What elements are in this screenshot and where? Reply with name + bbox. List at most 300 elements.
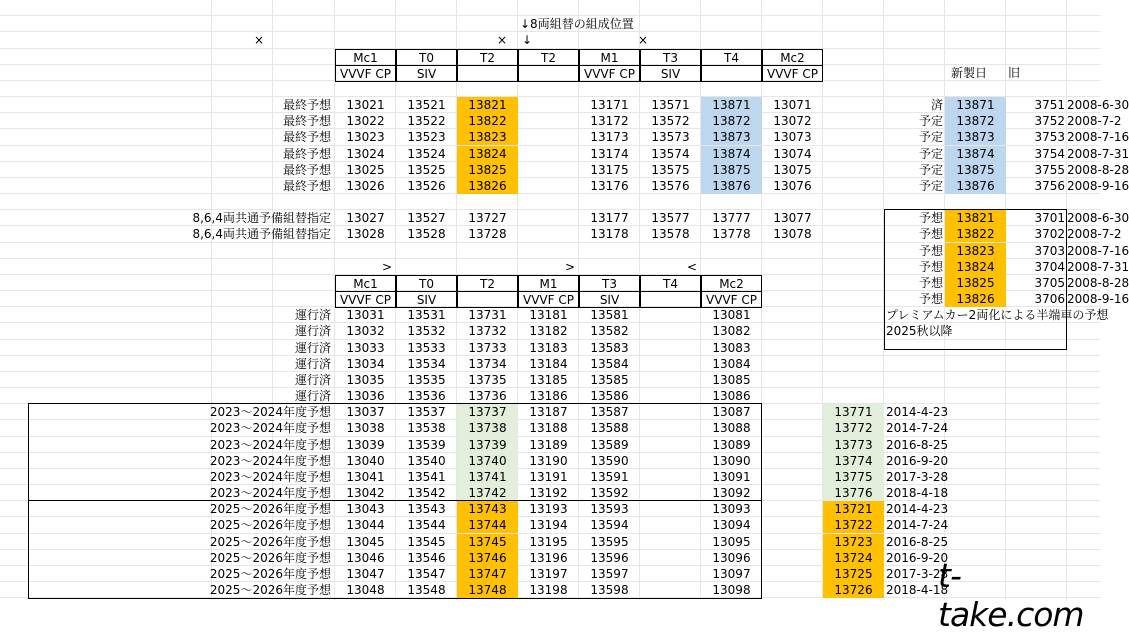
car-number-cell[interactable]: 13531 bbox=[407, 308, 446, 322]
car-number-cell[interactable]: 13195 bbox=[529, 535, 568, 549]
car-number-cell[interactable]: 13037 bbox=[346, 405, 385, 419]
car-number-cell[interactable]: 13544 bbox=[407, 518, 446, 532]
car-number-cell[interactable]: 13188 bbox=[529, 421, 568, 435]
car-number-cell[interactable]: 13575 bbox=[651, 163, 690, 177]
car-number-cell[interactable]: 13524 bbox=[407, 147, 446, 161]
car-number-cell[interactable]: 13824 bbox=[945, 259, 1006, 275]
car-number-cell[interactable]: 13597 bbox=[590, 567, 629, 581]
car-number-cell[interactable]: 13047 bbox=[346, 567, 385, 581]
car-number-cell[interactable] bbox=[640, 323, 701, 339]
car-number-cell[interactable]: 13536 bbox=[407, 389, 446, 403]
status-cell[interactable]: 予想 bbox=[918, 227, 943, 241]
row-label[interactable]: 最終予想 bbox=[282, 130, 331, 144]
car-number-cell[interactable] bbox=[640, 566, 701, 582]
car-number-cell[interactable]: 13742 bbox=[457, 485, 518, 501]
row-label[interactable]: 運行済 bbox=[294, 324, 331, 338]
side-car-cell[interactable]: 13771 bbox=[823, 404, 884, 420]
car-number-cell[interactable]: 13089 bbox=[712, 438, 751, 452]
car-number-cell[interactable]: 13184 bbox=[529, 357, 568, 371]
car-number-cell[interactable]: 13094 bbox=[712, 518, 751, 532]
side-car-cell[interactable]: 13776 bbox=[823, 485, 884, 501]
car-number-cell[interactable]: 13547 bbox=[407, 567, 446, 581]
direction-mark[interactable]: < bbox=[687, 260, 698, 274]
car-number-cell[interactable]: 13038 bbox=[346, 421, 385, 435]
row-label[interactable]: 運行済 bbox=[294, 341, 331, 355]
car-number-cell[interactable]: 13873 bbox=[945, 129, 1006, 145]
car-number-cell[interactable]: 13539 bbox=[407, 438, 446, 452]
equipment-header[interactable] bbox=[457, 291, 518, 308]
car-number-cell[interactable]: 13092 bbox=[712, 486, 751, 500]
old-number-cell[interactable]: 3706 bbox=[1034, 292, 1065, 306]
side-car-cell[interactable]: 13774 bbox=[823, 453, 884, 469]
car-number-cell[interactable]: 13871 bbox=[945, 97, 1006, 113]
car-type-header[interactable]: T2 bbox=[457, 49, 518, 66]
car-number-cell[interactable]: 13022 bbox=[346, 114, 385, 128]
car-number-cell[interactable]: 13083 bbox=[712, 341, 751, 355]
car-number-cell[interactable] bbox=[640, 307, 701, 323]
car-number-cell[interactable]: 13096 bbox=[712, 551, 751, 565]
car-number-cell[interactable]: 13183 bbox=[529, 341, 568, 355]
car-number-cell[interactable]: 13088 bbox=[712, 421, 751, 435]
spare-car-cell[interactable]: 13778 bbox=[712, 227, 751, 241]
equipment-header[interactable]: VVVF CP bbox=[518, 291, 579, 308]
status-cell[interactable]: 予定 bbox=[918, 163, 943, 177]
car-number-cell[interactable]: 13098 bbox=[712, 583, 751, 597]
car-number-cell[interactable]: 13073 bbox=[773, 130, 812, 144]
old-number-cell[interactable]: 3701 bbox=[1034, 211, 1065, 225]
car-number-cell[interactable]: 13872 bbox=[945, 113, 1006, 129]
old-number-cell[interactable]: 3702 bbox=[1034, 227, 1065, 241]
car-type-header[interactable]: M1 bbox=[579, 49, 640, 66]
build-date-cell[interactable]: 2008-7-31 bbox=[1067, 260, 1129, 274]
old-number-cell[interactable]: 3754 bbox=[1034, 147, 1065, 161]
car-number-cell[interactable]: 13523 bbox=[407, 130, 446, 144]
car-number-cell[interactable]: 13876 bbox=[945, 178, 1006, 194]
car-number-cell[interactable]: 13521 bbox=[407, 98, 446, 112]
status-cell[interactable]: 予定 bbox=[918, 147, 943, 161]
car-number-cell[interactable]: 13095 bbox=[712, 535, 751, 549]
car-number-cell[interactable]: 13048 bbox=[346, 583, 385, 597]
car-number-cell[interactable] bbox=[640, 582, 701, 598]
car-number-cell[interactable]: 13039 bbox=[346, 438, 385, 452]
car-number-cell[interactable]: 13090 bbox=[712, 454, 751, 468]
row-label[interactable]: 最終予想 bbox=[282, 114, 331, 128]
car-number-cell[interactable]: 13584 bbox=[590, 357, 629, 371]
car-type-header[interactable]: Mc1 bbox=[335, 275, 396, 292]
status-cell[interactable]: 予想 bbox=[918, 260, 943, 274]
car-type-header[interactable]: T0 bbox=[396, 49, 457, 66]
car-type-header[interactable]: Mc2 bbox=[701, 275, 762, 292]
car-number-cell[interactable]: 13173 bbox=[590, 130, 629, 144]
row-label[interactable]: 2023～2024年度予想 bbox=[209, 486, 331, 500]
status-cell[interactable]: 予定 bbox=[918, 179, 943, 193]
build-date-cell[interactable]: 2008-6-30 bbox=[1067, 211, 1129, 225]
spare-car-cell[interactable]: 13728 bbox=[468, 227, 507, 241]
car-type-header[interactable]: T0 bbox=[396, 275, 457, 292]
car-type-header[interactable]: T4 bbox=[640, 275, 701, 292]
car-number-cell[interactable]: 13074 bbox=[773, 147, 812, 161]
car-number-cell[interactable]: 13748 bbox=[457, 582, 518, 598]
build-date-cell[interactable]: 2008-9-16 bbox=[1067, 292, 1129, 306]
car-number-cell[interactable]: 13046 bbox=[346, 551, 385, 565]
spare-car-cell[interactable]: 13078 bbox=[773, 227, 812, 241]
car-number-cell[interactable]: 13741 bbox=[457, 469, 518, 485]
car-number-cell[interactable] bbox=[640, 501, 701, 517]
equipment-header[interactable] bbox=[701, 65, 762, 82]
car-number-cell[interactable]: 13190 bbox=[529, 454, 568, 468]
car-number-cell[interactable] bbox=[640, 485, 701, 501]
old-number-cell[interactable]: 3753 bbox=[1034, 130, 1065, 144]
car-number-cell[interactable]: 13736 bbox=[468, 389, 507, 403]
spare-car-cell[interactable]: 13528 bbox=[407, 227, 446, 241]
car-type-header[interactable]: T2 bbox=[518, 49, 579, 66]
car-number-cell[interactable]: 13872 bbox=[701, 113, 762, 129]
car-number-cell[interactable]: 13588 bbox=[590, 421, 629, 435]
row-label[interactable]: 2023～2024年度予想 bbox=[209, 438, 331, 452]
car-number-cell[interactable]: 13534 bbox=[407, 357, 446, 371]
status-cell[interactable]: 予定 bbox=[918, 130, 943, 144]
car-number-cell[interactable]: 13537 bbox=[407, 405, 446, 419]
car-number-cell[interactable]: 13538 bbox=[407, 421, 446, 435]
car-number-cell[interactable]: 13743 bbox=[457, 501, 518, 517]
car-number-cell[interactable]: 13875 bbox=[701, 162, 762, 178]
row-label[interactable]: 運行済 bbox=[294, 308, 331, 322]
car-number-cell[interactable]: 13171 bbox=[590, 98, 629, 112]
cross-mark[interactable]: × bbox=[254, 33, 265, 47]
car-number-cell[interactable]: 13546 bbox=[407, 551, 446, 565]
side-date-cell[interactable]: 2016-8-25 bbox=[886, 438, 949, 452]
spare-car-cell[interactable]: 13727 bbox=[468, 211, 507, 225]
car-number-cell[interactable] bbox=[640, 437, 701, 453]
car-number-cell[interactable]: 13737 bbox=[457, 404, 518, 420]
car-number-cell[interactable]: 13031 bbox=[346, 308, 385, 322]
spare-car-cell[interactable]: 13077 bbox=[773, 211, 812, 225]
side-date-cell[interactable]: 2016-9-20 bbox=[886, 551, 949, 565]
row-label[interactable]: 2023～2024年度予想 bbox=[209, 470, 331, 484]
spare-car-cell[interactable]: 13027 bbox=[346, 211, 385, 225]
car-number-cell[interactable]: 13541 bbox=[407, 470, 446, 484]
row-label[interactable]: 2025～2026年度予想 bbox=[209, 567, 331, 581]
row-label[interactable]: 2025～2026年度予想 bbox=[209, 583, 331, 597]
car-number-cell[interactable]: 13545 bbox=[407, 535, 446, 549]
build-date-cell[interactable]: 2008-7-16 bbox=[1067, 130, 1129, 144]
car-number-cell[interactable]: 13191 bbox=[529, 470, 568, 484]
car-number-cell[interactable]: 13731 bbox=[468, 308, 507, 322]
equipment-header[interactable]: SIV bbox=[396, 291, 457, 308]
old-number-cell[interactable]: 3705 bbox=[1034, 276, 1065, 290]
car-number-cell[interactable]: 13186 bbox=[529, 389, 568, 403]
side-car-cell[interactable]: 13724 bbox=[823, 550, 884, 566]
car-number-cell[interactable]: 13591 bbox=[590, 470, 629, 484]
car-type-header[interactable]: M1 bbox=[518, 275, 579, 292]
row-label[interactable]: 最終予想 bbox=[282, 163, 331, 177]
car-number-cell[interactable]: 13093 bbox=[712, 502, 751, 516]
status-cell[interactable]: 予想 bbox=[918, 244, 943, 258]
composition-note[interactable]: ↓8両組替の組成位置 bbox=[520, 17, 634, 31]
car-number-cell[interactable]: 13822 bbox=[457, 113, 518, 129]
car-number-cell[interactable]: 13023 bbox=[346, 130, 385, 144]
spare-row-label[interactable]: 8,6,4両共通予備組替指定 bbox=[192, 211, 331, 225]
side-date-cell[interactable]: 2014-4-23 bbox=[886, 502, 949, 516]
car-type-header[interactable]: T3 bbox=[640, 49, 701, 66]
car-number-cell[interactable]: 13533 bbox=[407, 341, 446, 355]
car-number-cell[interactable]: 13822 bbox=[945, 226, 1006, 242]
spare-car-cell[interactable]: 13777 bbox=[712, 211, 751, 225]
row-label[interactable]: 2025～2026年度予想 bbox=[209, 551, 331, 565]
car-number-cell[interactable] bbox=[640, 469, 701, 485]
car-number-cell[interactable]: 13823 bbox=[945, 243, 1006, 259]
car-number-cell[interactable]: 13821 bbox=[945, 210, 1006, 226]
car-number-cell[interactable] bbox=[518, 129, 579, 145]
car-number-cell[interactable]: 13196 bbox=[529, 551, 568, 565]
car-number-cell[interactable]: 13181 bbox=[529, 308, 568, 322]
car-number-cell[interactable]: 13021 bbox=[346, 98, 385, 112]
car-number-cell[interactable]: 13592 bbox=[590, 486, 629, 500]
car-number-cell[interactable]: 13733 bbox=[468, 341, 507, 355]
old-number-header[interactable]: 旧 bbox=[1008, 66, 1021, 80]
car-number-cell[interactable] bbox=[640, 404, 701, 420]
side-date-cell[interactable]: 2018-4-18 bbox=[886, 486, 949, 500]
car-number-cell[interactable]: 13525 bbox=[407, 163, 446, 177]
equipment-header[interactable]: VVVF CP bbox=[335, 291, 396, 308]
car-number-cell[interactable]: 13192 bbox=[529, 486, 568, 500]
car-number-cell[interactable]: 13596 bbox=[590, 551, 629, 565]
car-number-cell[interactable]: 13586 bbox=[590, 389, 629, 403]
car-number-cell[interactable] bbox=[640, 372, 701, 388]
car-number-cell[interactable]: 13024 bbox=[346, 147, 385, 161]
equipment-header[interactable]: VVVF CP bbox=[579, 65, 640, 82]
car-number-cell[interactable]: 13598 bbox=[590, 583, 629, 597]
car-number-cell[interactable] bbox=[640, 340, 701, 356]
status-cell[interactable]: 予想 bbox=[918, 211, 943, 225]
status-cell[interactable]: 済 bbox=[930, 98, 943, 112]
car-number-cell[interactable]: 13085 bbox=[712, 373, 751, 387]
equipment-header[interactable]: VVVF CP bbox=[335, 65, 396, 82]
status-cell[interactable]: 予想 bbox=[918, 292, 943, 306]
car-number-cell[interactable] bbox=[518, 162, 579, 178]
car-number-cell[interactable]: 13574 bbox=[651, 147, 690, 161]
car-number-cell[interactable]: 13576 bbox=[651, 179, 690, 193]
car-number-cell[interactable]: 13025 bbox=[346, 163, 385, 177]
car-number-cell[interactable]: 13045 bbox=[346, 535, 385, 549]
car-number-cell[interactable]: 13084 bbox=[712, 357, 751, 371]
side-car-cell[interactable]: 13726 bbox=[823, 582, 884, 598]
car-number-cell[interactable]: 13874 bbox=[945, 146, 1006, 162]
status-cell[interactable]: 予定 bbox=[918, 114, 943, 128]
side-car-cell[interactable]: 13722 bbox=[823, 517, 884, 533]
side-date-cell[interactable]: 2014-7-24 bbox=[886, 421, 949, 435]
car-type-header[interactable]: Mc2 bbox=[762, 49, 823, 66]
car-number-cell[interactable]: 13824 bbox=[457, 146, 518, 162]
build-date-cell[interactable]: 2008-7-2 bbox=[1067, 114, 1122, 128]
car-type-header[interactable]: Mc1 bbox=[335, 49, 396, 66]
car-number-cell[interactable]: 13526 bbox=[407, 179, 446, 193]
car-number-cell[interactable]: 13187 bbox=[529, 405, 568, 419]
spare-car-cell[interactable]: 13177 bbox=[590, 211, 629, 225]
car-number-cell[interactable]: 13873 bbox=[701, 129, 762, 145]
car-number-cell[interactable]: 13172 bbox=[590, 114, 629, 128]
car-number-cell[interactable]: 13747 bbox=[457, 566, 518, 582]
car-number-cell[interactable]: 13734 bbox=[468, 357, 507, 371]
car-number-cell[interactable]: 13189 bbox=[529, 438, 568, 452]
car-number-cell[interactable]: 13026 bbox=[346, 179, 385, 193]
equipment-header[interactable]: SIV bbox=[579, 291, 640, 308]
old-number-cell[interactable]: 3752 bbox=[1034, 114, 1065, 128]
car-number-cell[interactable]: 13548 bbox=[407, 583, 446, 597]
side-car-cell[interactable]: 13775 bbox=[823, 469, 884, 485]
spare-car-cell[interactable]: 13028 bbox=[346, 227, 385, 241]
car-number-cell[interactable]: 13040 bbox=[346, 454, 385, 468]
car-number-cell[interactable]: 13185 bbox=[529, 373, 568, 387]
equipment-header[interactable]: VVVF CP bbox=[762, 65, 823, 82]
car-number-cell[interactable]: 13587 bbox=[590, 405, 629, 419]
premium-car-note[interactable]: プレミアムカー2両化による半端車の予想 bbox=[886, 308, 1109, 322]
car-number-cell[interactable]: 13032 bbox=[346, 324, 385, 338]
car-number-cell[interactable]: 13041 bbox=[346, 470, 385, 484]
car-number-cell[interactable]: 13193 bbox=[529, 502, 568, 516]
car-number-cell[interactable] bbox=[640, 420, 701, 436]
car-number-cell[interactable]: 13182 bbox=[529, 324, 568, 338]
equipment-header[interactable] bbox=[457, 65, 518, 82]
car-number-cell[interactable]: 13745 bbox=[457, 534, 518, 550]
spare-car-cell[interactable] bbox=[518, 226, 579, 242]
car-number-cell[interactable]: 13821 bbox=[457, 97, 518, 113]
side-date-cell[interactable]: 2018-4-18 bbox=[886, 583, 949, 597]
spare-car-cell[interactable]: 13178 bbox=[590, 227, 629, 241]
car-number-cell[interactable] bbox=[640, 356, 701, 372]
spare-car-cell[interactable]: 13577 bbox=[651, 211, 690, 225]
car-number-cell[interactable]: 13532 bbox=[407, 324, 446, 338]
car-number-cell[interactable]: 13071 bbox=[773, 98, 812, 112]
car-number-cell[interactable] bbox=[640, 534, 701, 550]
car-number-cell[interactable]: 13593 bbox=[590, 502, 629, 516]
build-date-cell[interactable]: 2008-9-16 bbox=[1067, 179, 1129, 193]
car-number-cell[interactable]: 13036 bbox=[346, 389, 385, 403]
side-date-cell[interactable]: 2016-9-20 bbox=[886, 454, 949, 468]
car-number-cell[interactable]: 13585 bbox=[590, 373, 629, 387]
side-date-cell[interactable]: 2014-7-24 bbox=[886, 518, 949, 532]
side-date-cell[interactable]: 2014-4-23 bbox=[886, 405, 949, 419]
side-car-cell[interactable]: 13725 bbox=[823, 566, 884, 582]
car-number-cell[interactable] bbox=[640, 550, 701, 566]
car-number-cell[interactable]: 13595 bbox=[590, 535, 629, 549]
side-date-cell[interactable]: 2017-3-28 bbox=[886, 470, 949, 484]
equipment-header[interactable] bbox=[518, 65, 579, 82]
side-car-cell[interactable]: 13723 bbox=[823, 534, 884, 550]
build-date-cell[interactable]: 2008-7-2 bbox=[1067, 227, 1122, 241]
car-number-cell[interactable]: 13583 bbox=[590, 341, 629, 355]
equipment-header[interactable]: VVVF CP bbox=[701, 291, 762, 308]
car-number-cell[interactable]: 13571 bbox=[651, 98, 690, 112]
direction-mark[interactable]: > bbox=[382, 260, 393, 274]
row-label[interactable]: 2023～2024年度予想 bbox=[209, 421, 331, 435]
car-number-cell[interactable]: 13076 bbox=[773, 179, 812, 193]
car-number-cell[interactable]: 13522 bbox=[407, 114, 446, 128]
arrow-down-mark[interactable]: ↓ bbox=[522, 33, 533, 47]
car-number-cell[interactable]: 13044 bbox=[346, 518, 385, 532]
car-number-cell[interactable]: 13091 bbox=[712, 470, 751, 484]
car-number-cell[interactable]: 13876 bbox=[701, 178, 762, 194]
side-date-cell[interactable]: 2016-8-25 bbox=[886, 535, 949, 549]
car-number-cell[interactable]: 13590 bbox=[590, 454, 629, 468]
car-number-cell[interactable] bbox=[518, 146, 579, 162]
car-number-cell[interactable]: 13826 bbox=[945, 291, 1006, 307]
car-number-cell[interactable]: 13082 bbox=[712, 324, 751, 338]
row-label[interactable]: 運行済 bbox=[294, 389, 331, 403]
row-label[interactable]: 最終予想 bbox=[282, 179, 331, 193]
car-number-cell[interactable]: 13581 bbox=[590, 308, 629, 322]
build-date-cell[interactable]: 2008-8-28 bbox=[1067, 163, 1129, 177]
equipment-header[interactable]: SIV bbox=[396, 65, 457, 82]
car-number-cell[interactable]: 13087 bbox=[712, 405, 751, 419]
car-number-cell[interactable]: 13572 bbox=[651, 114, 690, 128]
old-number-cell[interactable]: 3704 bbox=[1034, 260, 1065, 274]
side-car-cell[interactable]: 13773 bbox=[823, 437, 884, 453]
side-date-cell[interactable]: 2017-3-28 bbox=[886, 567, 949, 581]
car-type-header[interactable]: T2 bbox=[457, 275, 518, 292]
build-date-cell[interactable]: 2008-7-16 bbox=[1067, 244, 1129, 258]
car-number-cell[interactable]: 13194 bbox=[529, 518, 568, 532]
cross-mark[interactable]: × bbox=[497, 33, 508, 47]
equipment-header[interactable] bbox=[640, 291, 701, 308]
car-number-cell[interactable]: 13826 bbox=[457, 178, 518, 194]
car-number-cell[interactable]: 13874 bbox=[701, 146, 762, 162]
car-number-cell[interactable]: 13543 bbox=[407, 502, 446, 516]
row-label[interactable]: 2025～2026年度予想 bbox=[209, 502, 331, 516]
cross-mark[interactable]: × bbox=[638, 33, 649, 47]
direction-mark[interactable]: > bbox=[565, 260, 576, 274]
side-car-cell[interactable]: 13721 bbox=[823, 501, 884, 517]
car-number-cell[interactable]: 13176 bbox=[590, 179, 629, 193]
build-date-cell[interactable]: 2008-6-30 bbox=[1067, 98, 1129, 112]
car-number-cell[interactable]: 13594 bbox=[590, 518, 629, 532]
car-number-cell[interactable]: 13744 bbox=[457, 517, 518, 533]
car-number-cell[interactable]: 13875 bbox=[945, 162, 1006, 178]
row-label[interactable]: 2023～2024年度予想 bbox=[209, 454, 331, 468]
car-number-cell[interactable]: 13589 bbox=[590, 438, 629, 452]
car-number-cell[interactable]: 13542 bbox=[407, 486, 446, 500]
car-number-cell[interactable]: 13034 bbox=[346, 357, 385, 371]
row-label[interactable]: 2025～2026年度予想 bbox=[209, 535, 331, 549]
side-car-cell[interactable]: 13772 bbox=[823, 420, 884, 436]
build-date-cell[interactable]: 2008-7-31 bbox=[1067, 147, 1129, 161]
car-number-cell[interactable]: 13075 bbox=[773, 163, 812, 177]
row-label[interactable]: 運行済 bbox=[294, 373, 331, 387]
car-number-cell[interactable] bbox=[640, 388, 701, 404]
car-number-cell[interactable] bbox=[640, 517, 701, 533]
car-number-cell[interactable]: 13738 bbox=[457, 420, 518, 436]
old-number-cell[interactable]: 3751 bbox=[1034, 98, 1065, 112]
car-number-cell[interactable]: 13573 bbox=[651, 130, 690, 144]
car-number-cell[interactable]: 13174 bbox=[590, 147, 629, 161]
car-number-cell[interactable]: 13035 bbox=[346, 373, 385, 387]
row-label[interactable]: 2023～2024年度予想 bbox=[209, 405, 331, 419]
car-number-cell[interactable]: 13175 bbox=[590, 163, 629, 177]
car-number-cell[interactable]: 13540 bbox=[407, 454, 446, 468]
car-number-cell[interactable]: 13825 bbox=[945, 275, 1006, 291]
spare-car-cell[interactable]: 13578 bbox=[651, 227, 690, 241]
car-number-cell[interactable]: 13072 bbox=[773, 114, 812, 128]
build-date-header[interactable]: 新製日 bbox=[951, 66, 988, 80]
car-number-cell[interactable]: 13043 bbox=[346, 502, 385, 516]
car-number-cell[interactable]: 13097 bbox=[712, 567, 751, 581]
car-number-cell[interactable]: 13582 bbox=[590, 324, 629, 338]
row-label[interactable]: 最終予想 bbox=[282, 98, 331, 112]
car-number-cell[interactable]: 13042 bbox=[346, 486, 385, 500]
car-number-cell[interactable]: 13746 bbox=[457, 550, 518, 566]
row-label[interactable]: 最終予想 bbox=[282, 147, 331, 161]
spare-row-label[interactable]: 8,6,4両共通予備組替指定 bbox=[192, 227, 331, 241]
